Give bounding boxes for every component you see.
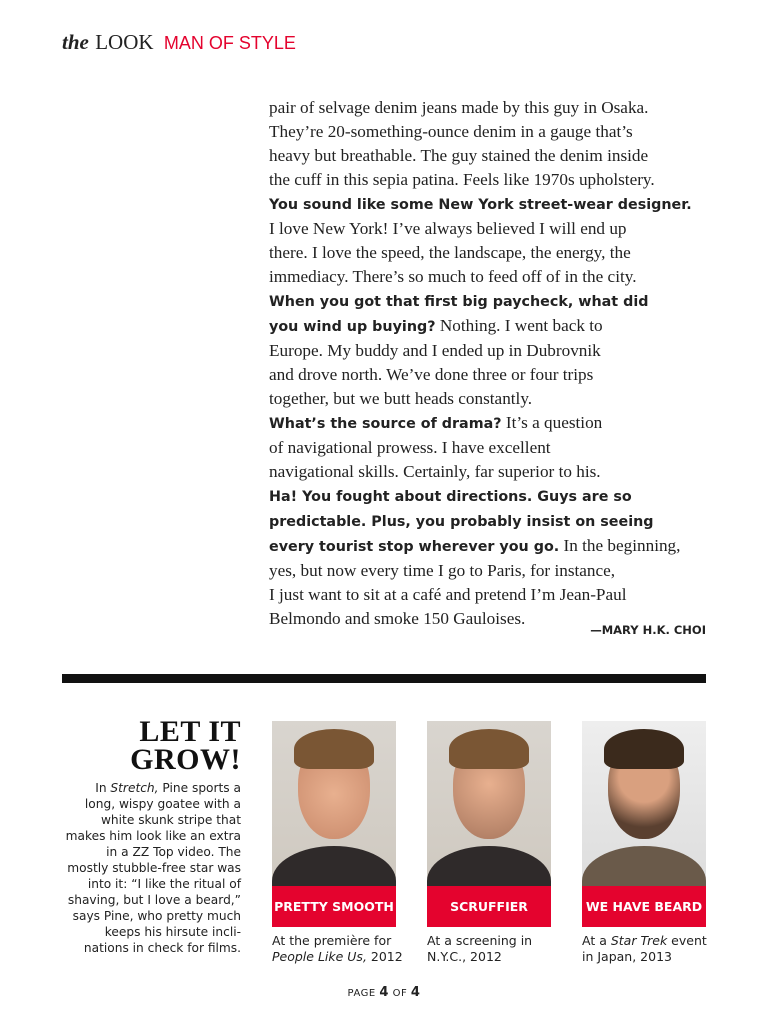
article-line [269, 217, 719, 241]
interview-question: Ha! You fought about directions. Guys are so [269, 489, 632, 505]
page-of: OF [392, 988, 408, 999]
interview-question: every tourist stop wherever you go. [269, 539, 560, 555]
photo-caption [582, 933, 706, 965]
interview-question: What’s the source of drama? [269, 416, 502, 432]
interview-answer: In the beginning, [559, 536, 681, 555]
interview-answer: Nothing. I went back to [435, 316, 603, 335]
portrait-image [582, 721, 706, 886]
caption-italic: People Like Us, [272, 949, 367, 964]
interview-question: you wind up buying? [269, 319, 436, 335]
header-section: MAN OF STYLE [163, 33, 296, 53]
interview-answer: pair of selvage denim jeans made by this guy in Osaka. [269, 98, 649, 117]
sidebar-title [62, 715, 241, 776]
article-line [269, 96, 719, 120]
interview-question: You sound like some New York street-wear designer. [269, 197, 692, 213]
photo-label: PRETTY SMOOTH [272, 886, 396, 927]
article-line [269, 411, 719, 436]
article-line [269, 265, 719, 289]
interview-answer: the cuff in this sepia patina. Feels like 1970s upholstery. [269, 170, 655, 189]
interview-answer: I love New York! I’ve always believed I will end up [269, 219, 627, 238]
page-total: 4 [410, 985, 421, 1000]
sidebar [62, 715, 241, 956]
portrait-image [272, 721, 396, 886]
article-body [269, 96, 719, 631]
interview-answer: I just want to sit at a café and pretend I’m Jean-Paul [269, 585, 627, 604]
body-italic: Stretch, [110, 781, 159, 795]
body-post: Pine sports a long, wispy goatee with a white skunk stripe that makes him look like an extra in a ZZ Top video. The mostly stubble-free star was into it: “I like the ritual of shaving, but I love a beard,” says Pine, who pretty much keeps his hirsute incli-nations in check for films. [65, 781, 241, 955]
interview-answer: immediacy. There’s so much to feed off of in the city. [269, 267, 637, 286]
article-line [269, 484, 719, 509]
title-line-1: LET IT [139, 715, 241, 748]
interview-answer: It’s a question [501, 413, 603, 432]
photo-caption [272, 933, 403, 965]
section-header [62, 30, 296, 55]
sidebar-body [62, 780, 241, 956]
interview-answer: Europe. My buddy and I ended up in Dubrovnik [269, 341, 601, 360]
page-current: 4 [379, 985, 389, 1000]
interview-question: When you got that first big paycheck, what did [269, 294, 649, 310]
interview-question: predictable. Plus, you probably insist on seeing [269, 514, 654, 530]
article-line [269, 436, 719, 460]
interview-answer: there. I love the speed, the landscape, the energy, the [269, 243, 631, 262]
article-line [269, 289, 719, 314]
caption-line: N.Y.C., 2012 [427, 949, 502, 964]
header-the: the [62, 30, 89, 54]
interview-answer: They’re 20-something-ounce denim in a gauge that’s [269, 122, 633, 141]
article-line [269, 460, 719, 484]
caption-line: At a screening in [427, 933, 533, 948]
article-line [269, 120, 719, 144]
article-line [269, 534, 719, 559]
interview-answer: of navigational prowess. I have excellent [269, 438, 551, 457]
interview-answer: yes, but now every time I go to Paris, for instance, [269, 561, 616, 580]
page-prefix: PAGE [347, 988, 376, 999]
interview-answer: Belmondo and smoke 150 Gauloises. [269, 609, 526, 628]
header-look: LOOK [95, 30, 154, 54]
article-line [269, 387, 719, 411]
article-line [269, 363, 719, 387]
caption-line: in Japan, 2013 [582, 949, 672, 964]
caption-line: At a [582, 933, 611, 948]
interview-answer: together, but we butt heads constantly. [269, 389, 533, 408]
caption-line: event [667, 933, 707, 948]
section-divider [62, 674, 706, 683]
article-line [269, 192, 719, 217]
portrait-image [427, 721, 551, 886]
photo-caption [427, 933, 551, 965]
photo-card-1 [272, 721, 403, 965]
photo-label: SCRUFFIER [427, 886, 551, 927]
article-line [269, 241, 719, 265]
caption-italic: Star Trek [610, 933, 668, 948]
photo-label: WE HAVE BEARD [582, 886, 706, 927]
title-line-2: GROW! [130, 743, 241, 776]
body-pre: In [95, 781, 111, 795]
interview-answer: heavy but breathable. The guy stained the denim inside [269, 146, 649, 165]
article-line [269, 559, 719, 583]
caption-line: At the première for [272, 933, 392, 948]
article-line [269, 509, 719, 534]
article-line [269, 144, 719, 168]
article-line [269, 339, 719, 363]
article-line [269, 168, 719, 192]
article-line [269, 314, 719, 339]
photo-card-3 [582, 721, 706, 965]
page-indicator [0, 985, 768, 1000]
article-line [269, 583, 719, 607]
caption-line: 2012 [366, 949, 403, 964]
interview-answer: navigational skills. Certainly, far superior to his. [269, 462, 601, 481]
photo-card-2 [427, 721, 551, 965]
byline: —MARY H.K. CHOI [590, 623, 706, 637]
interview-answer: and drove north. We’ve done three or four trips [269, 365, 594, 384]
